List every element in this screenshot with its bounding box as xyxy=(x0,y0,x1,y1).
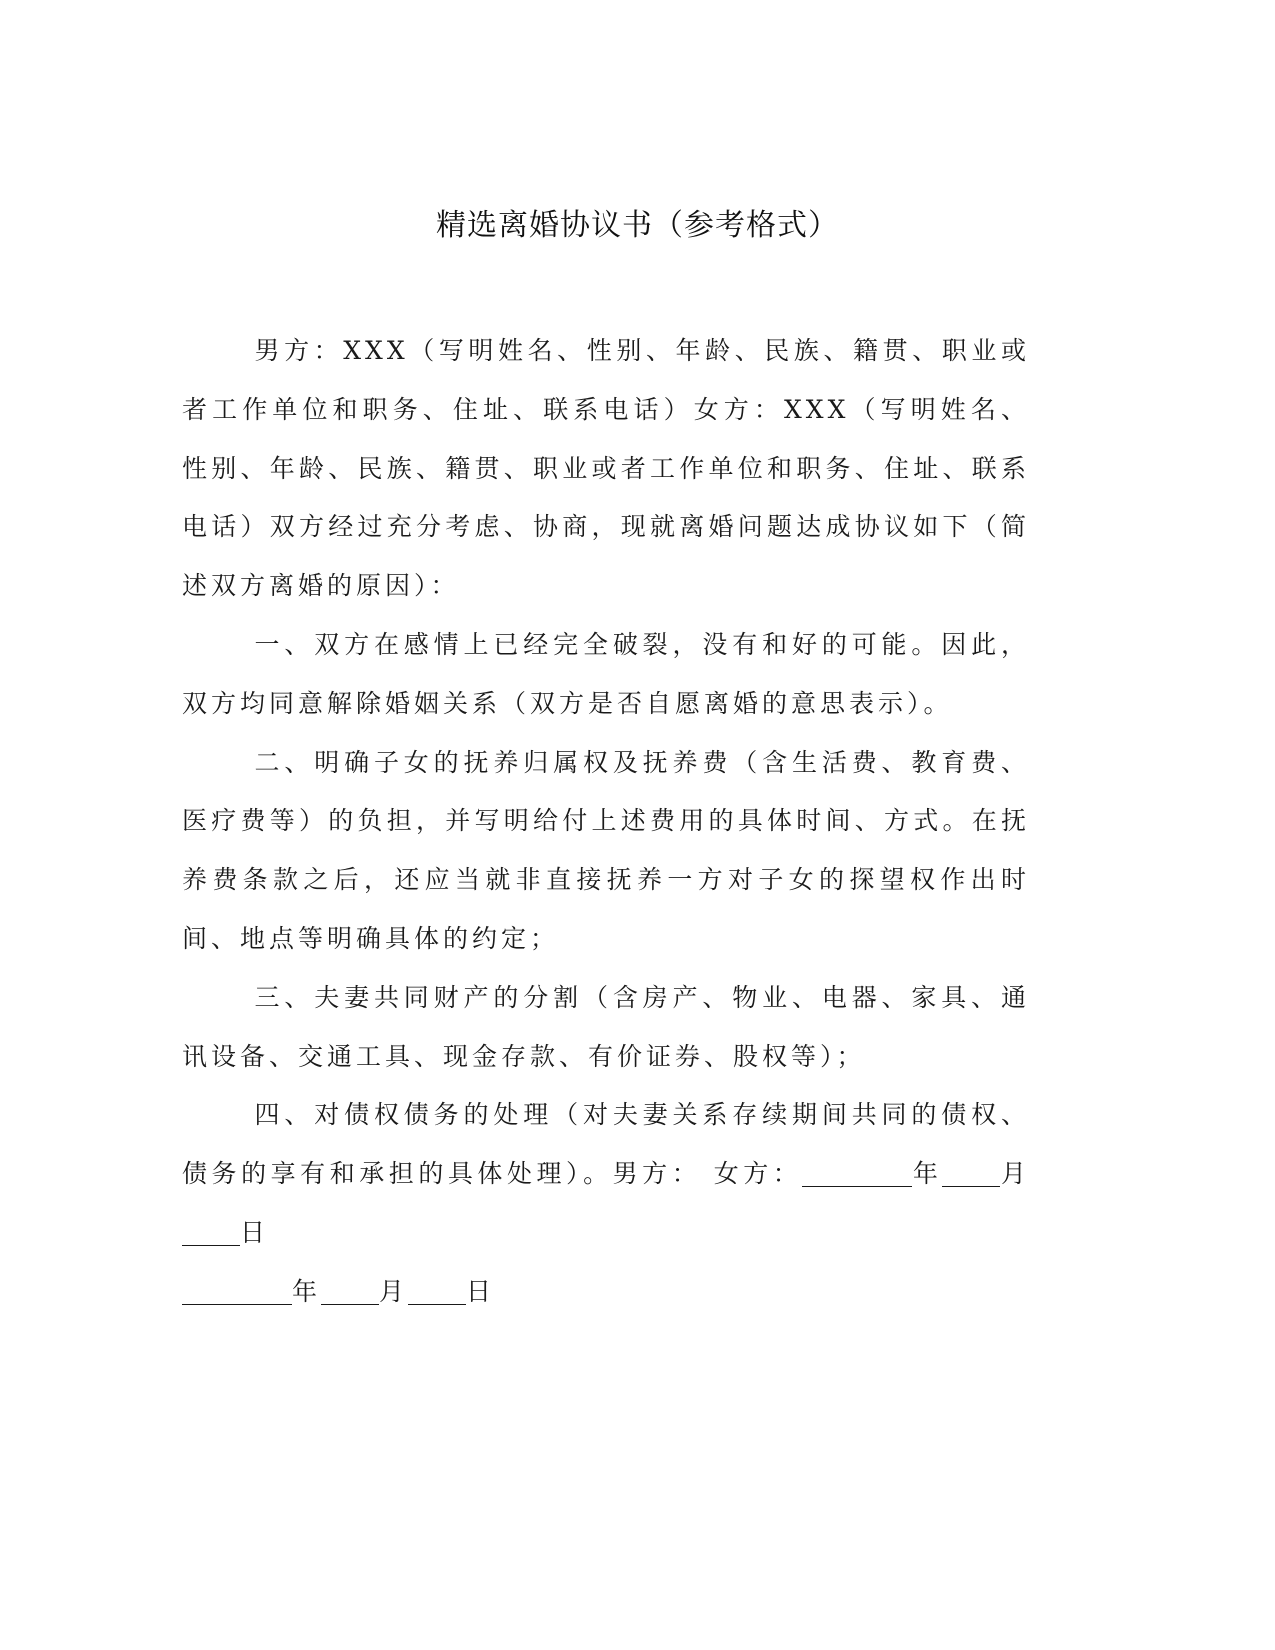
year-label: 年 xyxy=(912,1159,943,1189)
month-blank xyxy=(942,1160,1000,1187)
document-title: 精选离婚协议书（参考格式） xyxy=(436,208,839,243)
year-blank xyxy=(182,1278,292,1305)
day-blank xyxy=(182,1219,240,1246)
paragraph-clause-2: 二、明确子女的抚养归属权及抚养费（含生活费、教育费、医疗费等）的负担，并写明给付上述费用的具体时间、方式。在抚养费条款之后，还应当就非直接抚养一方对子女的探望权作出时间、地点等明确具体的约定； xyxy=(182,747,1030,953)
year-blank xyxy=(802,1160,912,1187)
paragraph-clause-3: 三、夫妻共同财产的分割（含房产、物业、电器、家具、通讯设备、交通工具、现金存款、有价证券、股权等）； xyxy=(182,982,1030,1071)
day-blank xyxy=(408,1278,466,1305)
day-label: 日 xyxy=(240,1217,270,1247)
document-body xyxy=(182,322,1030,1322)
day-label: 日 xyxy=(466,1276,496,1306)
signature-date-line xyxy=(182,1263,1030,1322)
paragraph-clause-1: 一、双方在感情上已经完全破裂，没有和好的可能。因此，双方均同意解除婚姻关系（双方是否自愿离婚的意思表示）。 xyxy=(182,629,1030,718)
month-label: 月 xyxy=(1000,1159,1030,1189)
clause-4-text: 四、对债权债务的处理（对夫妻关系存续期间共同的债权、债务的享有和承担的具体处理）。男方： 女方： xyxy=(182,1100,1030,1189)
paragraph-clause-4 xyxy=(182,1086,1030,1262)
year-label: 年 xyxy=(292,1276,322,1306)
paragraph-parties: 男方：XXX（写明姓名、性别、年龄、民族、籍贯、职业或者工作单位和职务、住址、联系电话）女方：XXX（写明姓名、性别、年龄、民族、籍贯、职业或者工作单位和职务、住址、联系电话）双方经过充分考虑、协商，现就离婚问题达成协议如下（简述双方离婚的原因）： xyxy=(182,336,1030,601)
month-blank xyxy=(321,1278,379,1305)
month-label: 月 xyxy=(379,1276,409,1306)
